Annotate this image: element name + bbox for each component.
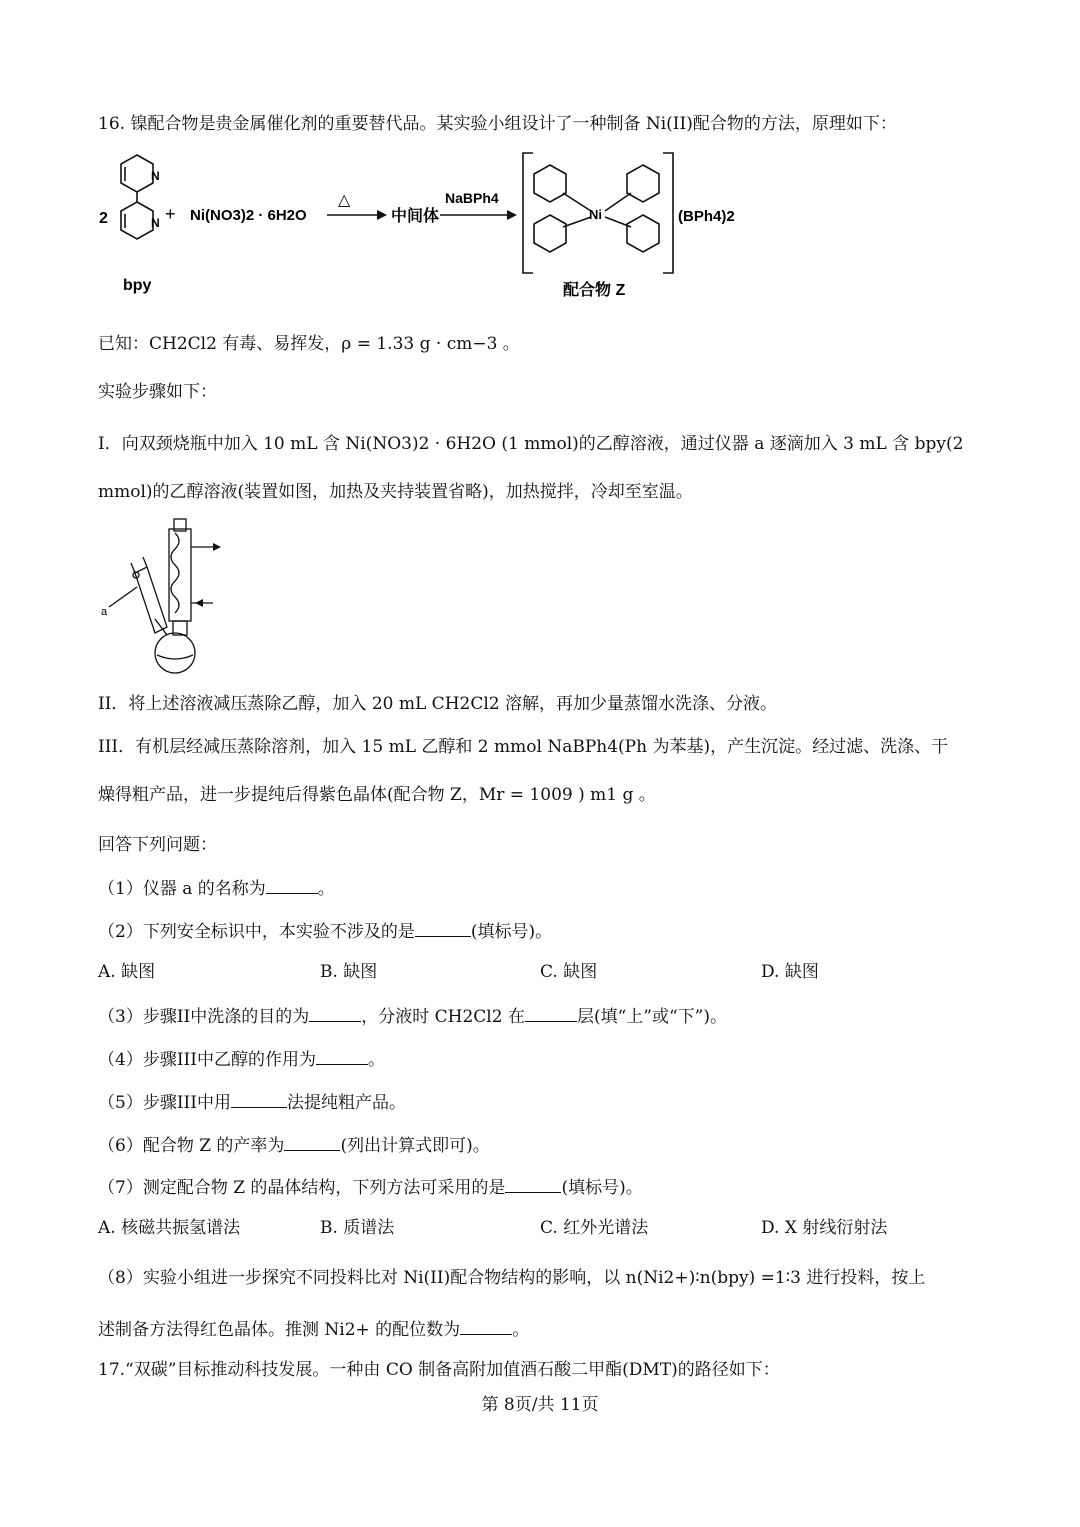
scheme-coefficient: 2 — [99, 210, 108, 227]
q7-option-a: A. 核磁共振氢谱法 — [98, 1218, 241, 1238]
page-footer: 第 8页/共 11页 — [481, 1395, 599, 1415]
step3-line2: 燥得粗产品，进一步提纯后得紫色晶体(配合物 Z，Mr = 1009 ) m1 g 。 — [98, 785, 656, 805]
reaction-scheme — [95, 145, 775, 305]
q16-intro: 16. 镍配合物是贵金属催化剂的重要替代品。某实验小组设计了一种制备 Ni(II)配合物的方法，原理如下： — [98, 114, 897, 134]
question-5: （5）步骤III中用 法提纯粗产品。 — [98, 1089, 406, 1115]
scheme-reagent: Ni(NO3)2 · 6H2O — [190, 207, 307, 224]
heat-symbol: △ — [338, 192, 351, 209]
step1-line1: I．向双颈烧瓶中加入 10 mL 含 Ni(NO3)2 · 6H2O (1 mmol)的乙醇溶液，通过仪器 a 逐滴加入 3 mL 含 bpy(2 — [98, 434, 964, 454]
step1-line2: mmol)的乙醇溶液(装置如图，加热及夹持装置省略)，加热搅拌，冷却至室温。 — [98, 482, 693, 502]
complex-counterion: (BPh4)2 — [678, 208, 735, 225]
q7-option-d: D. X 射线衍射法 — [761, 1218, 888, 1238]
q7-option-c: C. 红外光谱法 — [540, 1218, 649, 1238]
answer-blank[interactable] — [505, 1174, 561, 1193]
scheme-reagent2: NaBPh4 — [445, 190, 499, 206]
bpy-n-top: N — [151, 169, 160, 183]
q2-option-d: D. 缺图 — [761, 962, 819, 982]
answer-blank[interactable] — [309, 1003, 361, 1022]
answer-blank[interactable] — [415, 918, 471, 937]
question-6: （6）配合物 Z 的产率为 (列出计算式即可)。 — [98, 1132, 490, 1158]
bpy-structure — [121, 155, 153, 239]
answer-blank[interactable] — [284, 1132, 340, 1151]
q2-option-b: B. 缺图 — [320, 962, 378, 982]
bpy-label: bpy — [123, 277, 152, 294]
question-8-line2: 述制备方法得红色晶体。推测 Ni2+ 的配位数为 。 — [98, 1316, 529, 1342]
question-3: （3）步骤II中洗涤的目的为 ，分液时 CH2Cl2 在 层(填“上”或“下”)。 — [98, 1003, 727, 1029]
steps-title: 实验步骤如下： — [98, 382, 217, 402]
known-data: 已知：CH2Cl2 有毒、易挥发，ρ = 1.33 g · cm−3 。 — [98, 334, 520, 354]
apparatus-label-a: a — [101, 606, 108, 618]
answer-blank[interactable] — [316, 1046, 368, 1065]
answer-blank[interactable] — [231, 1089, 287, 1108]
question-1: （1）仪器 a 的名称为 。 — [98, 875, 335, 901]
product-label: 配合物 Z — [563, 282, 626, 299]
q2-option-c: C. 缺图 — [540, 962, 598, 982]
question-7: （7）测定配合物 Z 的晶体结构，下列方法可采用的是 (填标号)。 — [98, 1174, 643, 1200]
answer-blank[interactable] — [266, 875, 318, 894]
scheme-intermediate: 中间体 — [391, 208, 440, 225]
arrow-2-head — [507, 210, 517, 220]
step3-line1: III．有机层经减压蒸除溶剂，加入 15 mL 乙醇和 2 mmol NaBPh4(Ph 为苯基)，产生沉淀。经过滤、洗涤、干 — [98, 737, 949, 757]
q7-option-b: B. 质谱法 — [320, 1218, 395, 1238]
arrow-1-head — [377, 210, 387, 220]
question-2: （2）下列安全标识中，本实验不涉及的是 (填标号)。 — [98, 918, 552, 944]
bpy-n-bottom: N — [151, 216, 160, 230]
q2-option-a: A. 缺图 — [98, 962, 156, 982]
answer-title: 回答下列问题： — [98, 835, 217, 855]
step2: II．将上述溶液减压蒸除乙醇，加入 20 mL CH2Cl2 溶解，再加少量蒸馏水洗涤、分液。 — [98, 694, 777, 714]
scheme-plus: + — [165, 204, 176, 224]
complex-ni: Ni — [589, 207, 602, 222]
question-8-line1: （8）实验小组进一步探究不同投料比对 Ni(II)配合物结构的影响，以 n(Ni2+)∶n(bpy) =1∶3 进行投料，按上 — [98, 1268, 926, 1288]
q17-intro: 17.“双碳”目标推动科技发展。一种由 CO 制备高附加值酒石酸二甲酯(DMT)的路径如下： — [98, 1360, 780, 1380]
answer-blank[interactable] — [525, 1003, 577, 1022]
question-4: （4）步骤III中乙醇的作用为 。 — [98, 1046, 385, 1072]
apparatus-diagram — [95, 515, 235, 680]
answer-blank[interactable] — [460, 1316, 512, 1335]
